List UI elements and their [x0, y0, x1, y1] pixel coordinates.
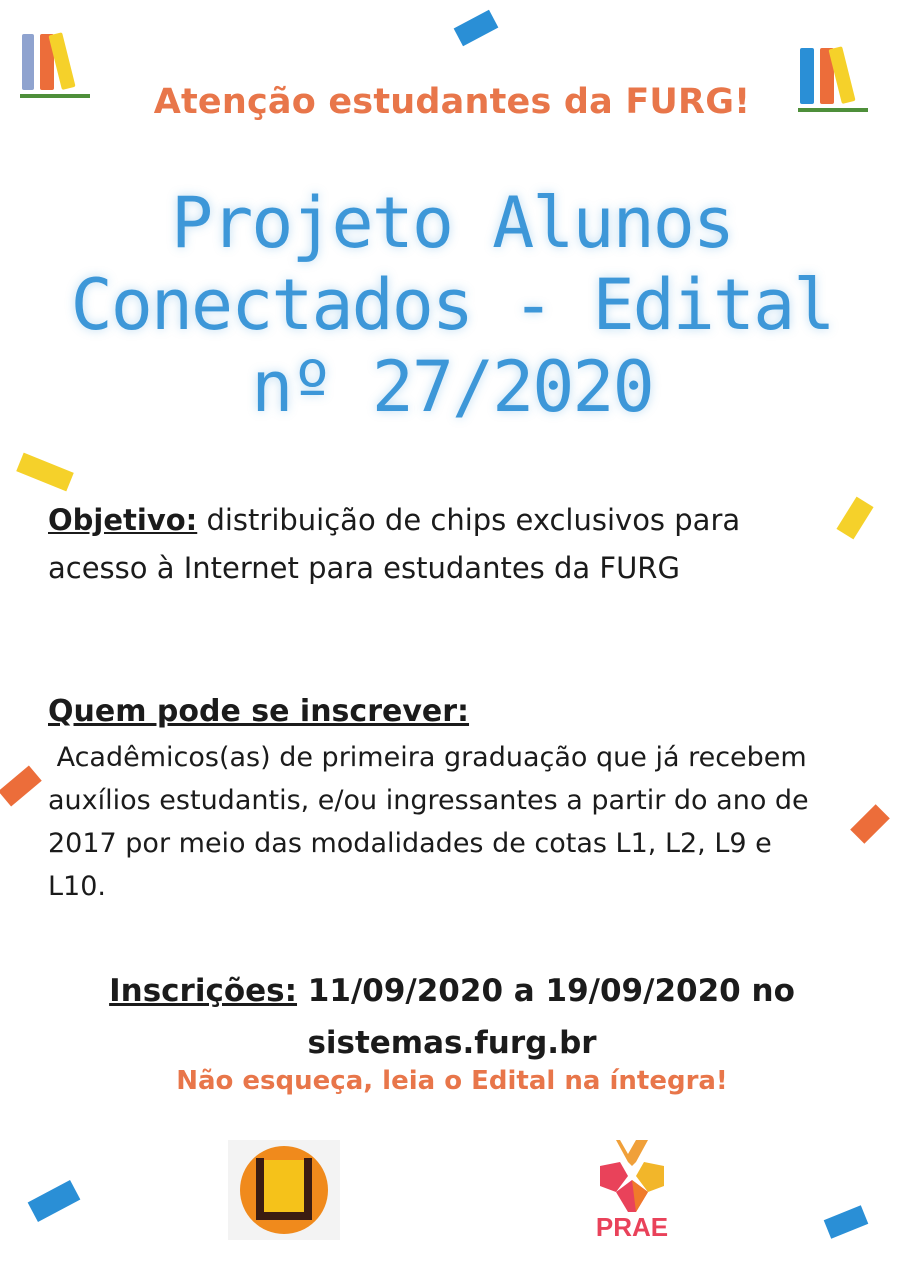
eligibility-heading: Quem pode se inscrever: — [48, 694, 470, 729]
registration-info — [70, 965, 834, 1069]
confetti-shape — [454, 10, 499, 46]
objective-section — [48, 496, 828, 592]
confetti-shape — [824, 1205, 869, 1239]
title-line: nº 27/2020 — [251, 346, 653, 428]
registration-text: 11/09/2020 a 19/09/2020 no sistemas.furg.br — [297, 973, 795, 1061]
reminder-text: Não esqueça, leia o Edital na íntegra! — [176, 1066, 728, 1096]
confetti-shape — [16, 453, 74, 492]
prae-wordmark: PRAE — [595, 1212, 669, 1242]
confetti-shape — [836, 497, 873, 540]
title-line: Conectados - Edital — [70, 264, 834, 346]
confetti-shape — [850, 804, 890, 844]
objective-text: distribuição de chips exclusivos para acesso à Internet para estudantes da FURG — [48, 503, 741, 585]
eligibility-text: Acadêmicos(as) de primeira graduação que já recebem auxílios estudantis, e/ou ingressantes a partir do ano de 2017 por meio das modalidades de cotas L1, L2, L9 e L10. — [48, 742, 818, 902]
confetti-shape — [0, 765, 42, 806]
page-title — [40, 182, 864, 428]
furg-logo — [228, 1140, 340, 1240]
objective-label: Objetivo: — [48, 503, 198, 537]
prae-logo — [576, 1132, 688, 1244]
title-line: Projeto Alunos — [170, 182, 733, 264]
confetti-shape — [28, 1180, 81, 1222]
registration-label: Inscrições: — [109, 973, 298, 1009]
header-announcement: Atenção estudantes da FURG! — [153, 82, 751, 122]
